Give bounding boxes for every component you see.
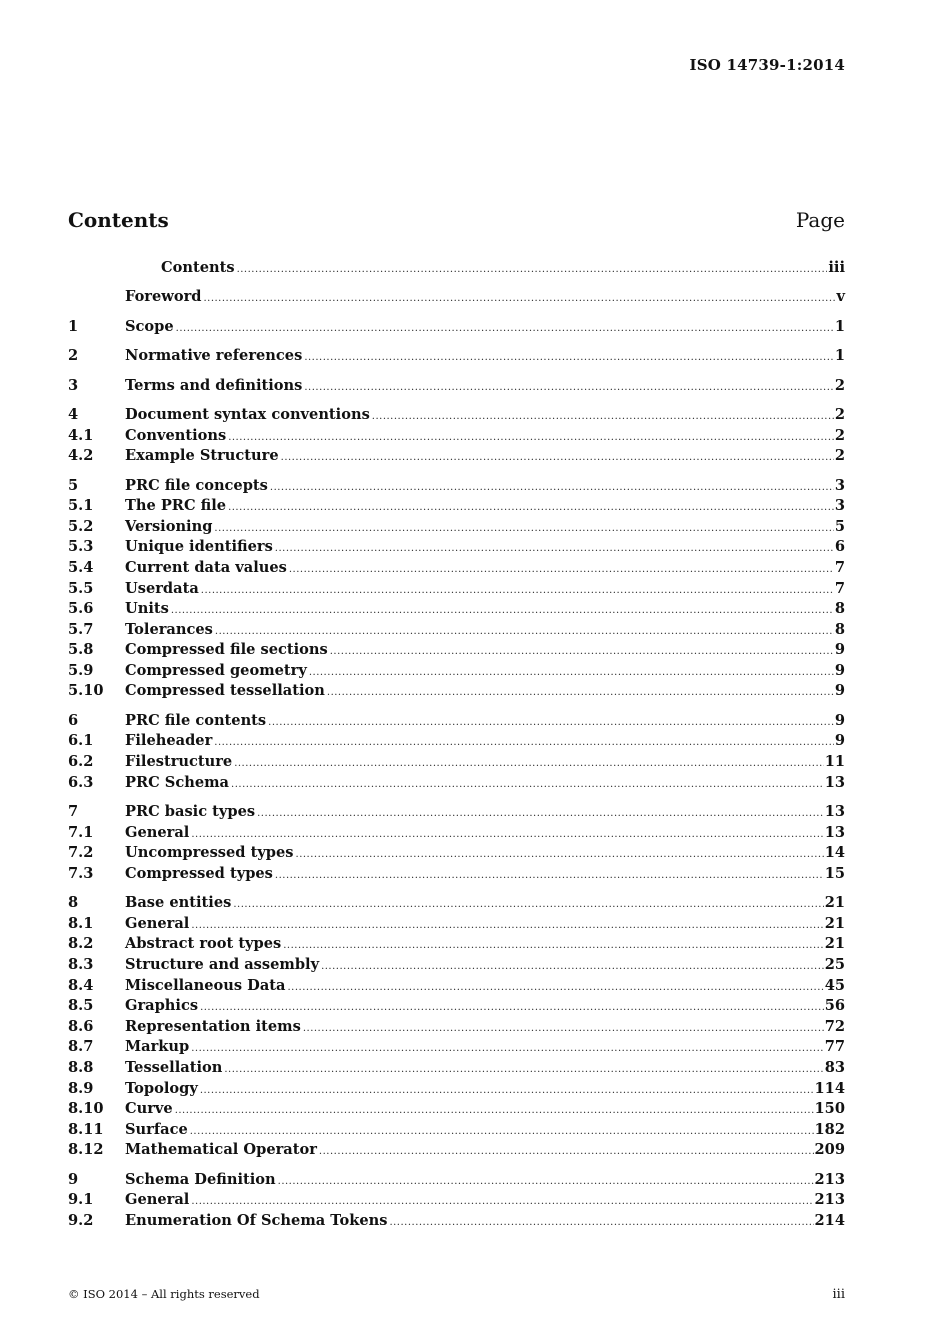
toc-entry-page[interactable]: 25 bbox=[824, 955, 845, 973]
toc-entry[interactable] bbox=[68, 287, 845, 308]
toc-entry-number: 7.1 bbox=[68, 823, 94, 841]
toc-entry[interactable] bbox=[68, 1017, 845, 1038]
toc-entry[interactable] bbox=[68, 579, 845, 600]
toc-entry-title[interactable]: Surface bbox=[125, 1120, 188, 1138]
dot-leader bbox=[321, 957, 824, 978]
toc-entry-title[interactable]: Enumeration Of Schema Tokens bbox=[125, 1211, 388, 1229]
toc-entry-number: 8.12 bbox=[68, 1141, 104, 1159]
toc-entry-page[interactable]: v bbox=[836, 288, 845, 306]
toc-entry-page[interactable]: 2 bbox=[834, 405, 845, 423]
toc-entry-number: 8.10 bbox=[68, 1100, 104, 1118]
toc-entry-number: 3 bbox=[68, 376, 79, 394]
dot-leader bbox=[234, 754, 823, 775]
toc-entry-title[interactable]: Scope bbox=[125, 317, 174, 335]
toc-entry[interactable] bbox=[68, 640, 845, 661]
toc-entry-page[interactable]: 2 bbox=[834, 426, 845, 444]
toc-entry-number: 1 bbox=[68, 317, 79, 335]
toc-entry-number: 5.7 bbox=[68, 620, 94, 638]
page-column-label: Page bbox=[795, 208, 845, 232]
toc-entry[interactable] bbox=[68, 620, 845, 641]
toc-entry[interactable] bbox=[68, 661, 845, 682]
toc-entry-page[interactable]: 8 bbox=[834, 600, 845, 618]
toc-entry-page[interactable]: 13 bbox=[824, 803, 845, 821]
toc-entry[interactable] bbox=[68, 496, 845, 517]
toc-group bbox=[68, 317, 845, 338]
toc-entry-number: 5 bbox=[68, 476, 79, 494]
toc-entry-page[interactable]: 214 bbox=[814, 1211, 845, 1229]
toc-entry-number: 6 bbox=[68, 711, 79, 729]
toc-entry[interactable] bbox=[68, 1190, 845, 1211]
toc-entry-title[interactable]: Current data values bbox=[125, 558, 287, 576]
dot-leader bbox=[233, 895, 823, 916]
toc-entry-page[interactable]: 182 bbox=[814, 1120, 845, 1138]
toc-entry-title[interactable]: Graphics bbox=[125, 997, 199, 1015]
toc-entry-title[interactable]: PRC file concepts bbox=[125, 476, 268, 494]
dot-leader bbox=[372, 407, 834, 428]
toc-entry-page[interactable]: 3 bbox=[834, 497, 845, 515]
toc-entry[interactable] bbox=[68, 376, 845, 397]
toc-entry-page[interactable]: 5 bbox=[834, 517, 845, 535]
toc-entry-title[interactable]: Tolerances bbox=[125, 620, 213, 638]
toc-entry-page[interactable]: 13 bbox=[824, 823, 845, 841]
toc-entry[interactable] bbox=[68, 996, 845, 1017]
dot-leader bbox=[270, 478, 834, 499]
toc-entry-number: 8.3 bbox=[68, 955, 94, 973]
toc-entry-page[interactable]: iii bbox=[828, 259, 845, 276]
toc-group bbox=[68, 476, 845, 703]
toc-entry[interactable] bbox=[68, 476, 845, 497]
dot-leader bbox=[224, 1060, 823, 1081]
toc-entry-page[interactable]: 45 bbox=[824, 976, 845, 994]
toc-entry[interactable] bbox=[68, 1140, 845, 1161]
toc-entry-number: 9.2 bbox=[68, 1211, 94, 1229]
toc-entry-title[interactable]: General bbox=[125, 823, 190, 841]
toc-entry-title[interactable]: PRC basic types bbox=[125, 803, 256, 821]
toc-entry-page[interactable]: 209 bbox=[814, 1141, 845, 1159]
toc-entry-title[interactable]: Mathematical Operator bbox=[125, 1141, 317, 1159]
toc-entry-page[interactable]: 9 bbox=[834, 661, 845, 679]
toc-entry-title[interactable]: Contents bbox=[161, 259, 235, 276]
dot-leader bbox=[176, 319, 834, 340]
dot-leader bbox=[231, 775, 824, 796]
toc-entry-number: 5.6 bbox=[68, 600, 94, 618]
toc-entry[interactable] bbox=[68, 1037, 845, 1058]
toc-entry-title[interactable]: Compressed types bbox=[125, 864, 273, 882]
toc-entry[interactable] bbox=[68, 773, 845, 794]
toc-entry-number: 6.1 bbox=[68, 732, 94, 750]
toc-entry-number: 5.3 bbox=[68, 538, 94, 556]
toc-entry-number: 5.4 bbox=[68, 558, 94, 576]
toc-group bbox=[68, 711, 845, 793]
toc-entry[interactable] bbox=[68, 711, 845, 732]
toc-entry-page[interactable]: 213 bbox=[814, 1170, 845, 1188]
dot-leader bbox=[278, 1172, 814, 1193]
toc-entry-page[interactable]: 14 bbox=[824, 844, 845, 862]
dot-leader bbox=[303, 1019, 824, 1040]
toc-entry[interactable] bbox=[68, 1058, 845, 1079]
toc-entry-page[interactable]: 9 bbox=[834, 711, 845, 729]
toc-entry-number: 8.5 bbox=[68, 997, 94, 1015]
toc-entry-number: 8.8 bbox=[68, 1058, 94, 1076]
toc-entry[interactable] bbox=[68, 426, 845, 447]
toc-entry-title[interactable]: Abstract root types bbox=[125, 935, 282, 953]
toc-group bbox=[68, 346, 845, 367]
toc-group bbox=[68, 1170, 845, 1232]
toc-entry-title[interactable]: Compressed file sections bbox=[125, 641, 328, 659]
toc-entry[interactable] bbox=[68, 976, 845, 997]
toc-entry-number: 9 bbox=[68, 1170, 79, 1188]
toc-entry-number: 9.1 bbox=[68, 1191, 94, 1209]
dot-leader bbox=[268, 713, 834, 734]
toc-entry-page[interactable]: 9 bbox=[834, 732, 845, 750]
toc-entry-number: 4.1 bbox=[68, 426, 94, 444]
toc-entry[interactable] bbox=[68, 405, 845, 426]
toc-group bbox=[68, 893, 845, 1161]
toc-entry-page[interactable]: 3 bbox=[834, 476, 845, 494]
toc-entry-number: 7.2 bbox=[68, 844, 94, 862]
dot-leader bbox=[228, 428, 834, 449]
copyright-notice: © ISO 2014 – All rights reserved bbox=[68, 1287, 260, 1301]
toc-entry-page[interactable]: 1 bbox=[834, 317, 845, 335]
page-number: iii bbox=[832, 1287, 845, 1302]
toc-entry-title[interactable]: Terms and definitions bbox=[125, 376, 303, 394]
toc-entry-page[interactable]: 7 bbox=[834, 558, 845, 576]
toc-entry-number: 5.2 bbox=[68, 517, 94, 535]
page-footer bbox=[68, 1287, 845, 1302]
dot-leader bbox=[275, 539, 834, 560]
toc-entry-number: 8.11 bbox=[68, 1120, 104, 1138]
toc-entry-title[interactable]: Versioning bbox=[125, 517, 213, 535]
toc-entry-page[interactable]: 9 bbox=[834, 641, 845, 659]
toc-entry-page[interactable]: 21 bbox=[824, 894, 845, 912]
toc-entry-title[interactable]: Base entities bbox=[125, 894, 232, 912]
dot-leader bbox=[283, 936, 823, 957]
toc-entry-number: 5.5 bbox=[68, 579, 94, 597]
toc-entry-page[interactable]: 8 bbox=[834, 620, 845, 638]
dot-leader bbox=[191, 1039, 823, 1060]
toc-entry-title[interactable]: General bbox=[125, 914, 190, 932]
toc-entry-title[interactable]: Compressed tessellation bbox=[125, 682, 325, 700]
toc-entry[interactable] bbox=[68, 934, 845, 955]
toc-entry[interactable] bbox=[68, 914, 845, 935]
standard-number: ISO 14739-1:2014 bbox=[689, 56, 845, 74]
dot-leader bbox=[389, 1213, 813, 1234]
toc-entry-title[interactable]: Tessellation bbox=[125, 1058, 223, 1076]
toc-entry-page[interactable]: 77 bbox=[824, 1038, 845, 1056]
toc-entry-title[interactable]: Document syntax conventions bbox=[125, 405, 370, 423]
dot-leader bbox=[289, 560, 834, 581]
toc-entry-number: 8.7 bbox=[68, 1038, 94, 1056]
toc-group bbox=[68, 287, 845, 308]
dot-leader bbox=[309, 663, 834, 684]
toc-group bbox=[68, 376, 845, 397]
toc-entry-page[interactable]: 56 bbox=[824, 997, 845, 1015]
toc-group bbox=[68, 802, 845, 884]
toc-entry-title[interactable]: Conventions bbox=[125, 426, 227, 444]
toc-entry-page[interactable]: 21 bbox=[824, 914, 845, 932]
dot-leader bbox=[228, 498, 834, 519]
toc-entry[interactable] bbox=[68, 802, 845, 823]
toc-entry-title[interactable]: Miscellaneous Data bbox=[125, 976, 286, 994]
toc-entry-number: 5.1 bbox=[68, 497, 94, 515]
dot-leader bbox=[191, 1192, 813, 1213]
dot-leader bbox=[201, 581, 834, 602]
toc-entry-title[interactable]: Normative references bbox=[125, 347, 303, 365]
contents-title: Contents bbox=[68, 208, 169, 232]
dot-leader bbox=[287, 978, 823, 999]
toc-entry-number: 2 bbox=[68, 347, 79, 365]
toc-entry-number: 8 bbox=[68, 894, 79, 912]
dot-leader bbox=[319, 1142, 814, 1163]
toc-entry[interactable] bbox=[68, 258, 845, 279]
toc-entry[interactable] bbox=[68, 1170, 845, 1191]
toc-entry[interactable] bbox=[68, 1099, 845, 1120]
toc-entry-number: 4 bbox=[68, 405, 79, 423]
dot-leader bbox=[257, 804, 824, 825]
toc-entry-page[interactable]: 83 bbox=[824, 1058, 845, 1076]
toc-entry-title[interactable]: Unique identifiers bbox=[125, 538, 273, 556]
toc-entry[interactable] bbox=[68, 517, 845, 538]
toc-entry-title[interactable]: Filestructure bbox=[125, 753, 233, 771]
toc-entry-page[interactable]: 1 bbox=[834, 347, 845, 365]
toc-entry-title[interactable]: Topology bbox=[125, 1079, 198, 1097]
toc-entry[interactable] bbox=[68, 317, 845, 338]
dot-leader bbox=[330, 642, 834, 663]
toc-entry-title[interactable]: PRC file contents bbox=[125, 711, 267, 729]
toc-entry-title[interactable]: General bbox=[125, 1191, 190, 1209]
toc-entry-title[interactable]: Markup bbox=[125, 1038, 190, 1056]
toc-entry-page[interactable]: 114 bbox=[814, 1079, 845, 1097]
toc-entry-title[interactable]: Curve bbox=[125, 1100, 173, 1118]
contents-heading bbox=[68, 208, 845, 232]
dot-leader bbox=[214, 733, 834, 754]
dot-leader bbox=[214, 519, 833, 540]
toc-entry-number: 5.9 bbox=[68, 661, 94, 679]
toc-entry-number: 8.2 bbox=[68, 935, 94, 953]
toc-entry-page[interactable]: 150 bbox=[814, 1100, 845, 1118]
toc-group bbox=[68, 258, 845, 279]
toc-entry-number: 6.2 bbox=[68, 753, 94, 771]
toc-entry[interactable] bbox=[68, 864, 845, 885]
toc-entry-page[interactable]: 213 bbox=[814, 1191, 845, 1209]
toc-entry[interactable] bbox=[68, 537, 845, 558]
dot-leader bbox=[200, 998, 824, 1019]
toc-entry-number: 5.8 bbox=[68, 641, 94, 659]
toc-entry-title[interactable]: Example Structure bbox=[125, 447, 279, 465]
toc-entry[interactable] bbox=[68, 1079, 845, 1100]
toc-entry[interactable] bbox=[68, 599, 845, 620]
dot-leader bbox=[171, 601, 834, 622]
toc-entry-title[interactable]: Units bbox=[125, 600, 169, 618]
toc-entry-title[interactable]: Representation items bbox=[125, 1017, 301, 1035]
toc-entry-title[interactable]: Userdata bbox=[125, 579, 199, 597]
dot-leader bbox=[200, 1081, 814, 1102]
dot-leader bbox=[281, 448, 834, 469]
toc-entry-page[interactable]: 11 bbox=[824, 753, 845, 771]
toc-entry[interactable] bbox=[68, 1211, 845, 1232]
toc-entry-title[interactable]: The PRC file bbox=[125, 497, 227, 515]
toc-entry[interactable] bbox=[68, 558, 845, 579]
toc-entry-number: 5.10 bbox=[68, 682, 104, 700]
toc-entry-page[interactable]: 15 bbox=[824, 864, 845, 882]
toc-entry-title[interactable]: Compressed geometry bbox=[125, 661, 307, 679]
toc-entry-page[interactable]: 21 bbox=[824, 935, 845, 953]
dot-leader bbox=[175, 1101, 814, 1122]
dot-leader bbox=[203, 289, 835, 310]
toc-entry[interactable] bbox=[68, 843, 845, 864]
dot-leader bbox=[190, 1122, 814, 1143]
toc-entry-title[interactable]: Foreword bbox=[125, 288, 202, 306]
toc-entry-number: 8.9 bbox=[68, 1079, 94, 1097]
toc-entry-number: 4.2 bbox=[68, 447, 94, 465]
dot-leader bbox=[275, 866, 824, 887]
dot-leader bbox=[191, 916, 823, 937]
toc-entry-title[interactable]: Structure and assembly bbox=[125, 955, 320, 973]
toc-entry-page[interactable]: 13 bbox=[824, 773, 845, 791]
dot-leader bbox=[191, 825, 823, 846]
dot-leader bbox=[304, 348, 834, 369]
toc-entry-number: 8.6 bbox=[68, 1017, 94, 1035]
toc-entry-title[interactable]: PRC Schema bbox=[125, 773, 230, 791]
toc-entry-title[interactable]: Schema Definition bbox=[125, 1170, 276, 1188]
toc-entry[interactable] bbox=[68, 823, 845, 844]
table-of-contents bbox=[68, 258, 845, 1240]
toc-entry-number: 8.4 bbox=[68, 976, 94, 994]
toc-entry[interactable] bbox=[68, 731, 845, 752]
toc-entry-number: 7.3 bbox=[68, 864, 94, 882]
toc-entry[interactable] bbox=[68, 752, 845, 773]
toc-entry-title[interactable]: Uncompressed types bbox=[125, 844, 294, 862]
toc-entry-number: 8.1 bbox=[68, 914, 94, 932]
toc-entry-page[interactable]: 6 bbox=[834, 538, 845, 556]
toc-entry-page[interactable]: 7 bbox=[834, 579, 845, 597]
dot-leader bbox=[327, 683, 834, 704]
dot-leader bbox=[296, 845, 824, 866]
dot-leader bbox=[215, 622, 834, 643]
toc-entry-page[interactable]: 9 bbox=[834, 682, 845, 700]
toc-entry[interactable] bbox=[68, 955, 845, 976]
dot-leader bbox=[237, 260, 828, 281]
toc-entry[interactable] bbox=[68, 346, 845, 367]
toc-group bbox=[68, 405, 845, 467]
toc-entry-number: 6.3 bbox=[68, 773, 94, 791]
toc-entry[interactable] bbox=[68, 681, 845, 702]
toc-entry-title[interactable]: Fileheader bbox=[125, 732, 213, 750]
toc-entry[interactable] bbox=[68, 1120, 845, 1141]
toc-entry[interactable] bbox=[68, 893, 845, 914]
toc-entry-page[interactable]: 2 bbox=[834, 447, 845, 465]
toc-entry-page[interactable]: 2 bbox=[834, 376, 845, 394]
toc-entry-number: 7 bbox=[68, 803, 79, 821]
dot-leader bbox=[304, 378, 833, 399]
toc-entry-page[interactable]: 72 bbox=[824, 1017, 845, 1035]
toc-entry[interactable] bbox=[68, 446, 845, 467]
